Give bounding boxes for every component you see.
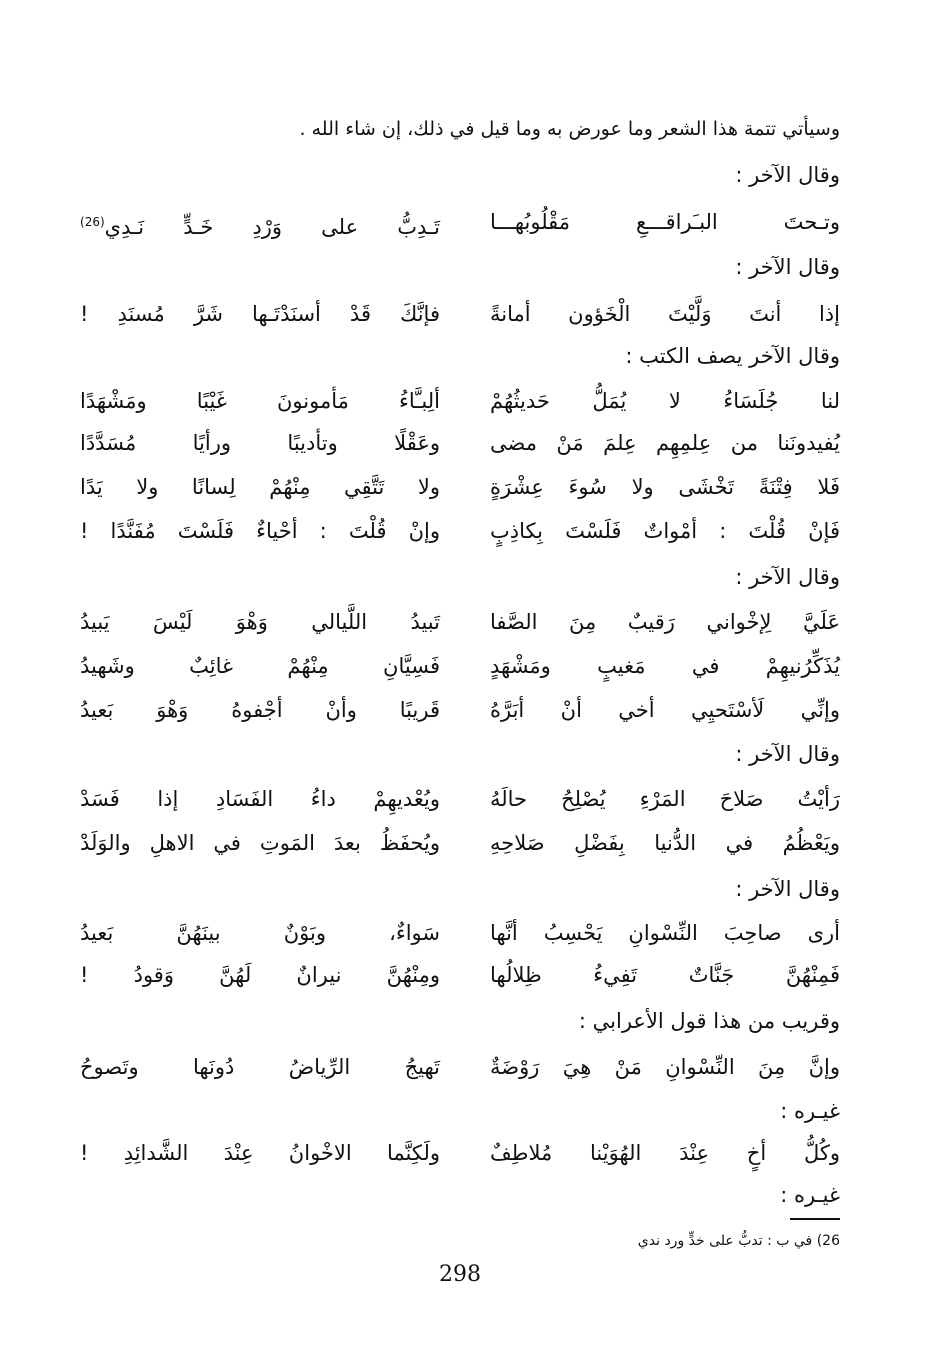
footnote: 26) في ب : تدبُّ على خدٍّ ورد ندي bbox=[637, 1233, 840, 1249]
verse-13-first-hemistich: فَمِنْهُنَّ جَنَّاتٌ تَفِيءُ ظِلالُها bbox=[490, 963, 840, 987]
verse-7-first-hemistich: عَلَيَّ لِإخْواني رَقيبٌ مِنَ الصَّفا bbox=[490, 610, 840, 634]
verse-11-first-hemistich: ويَعْظُمُ في الدُّنيا بِفَضْلِ صَلاحِهِ bbox=[490, 831, 840, 855]
verse-10 bbox=[80, 780, 840, 818]
heading-said-books: وقال الآخر يصف الكتب : bbox=[625, 344, 840, 368]
footnote-reference: (26) bbox=[80, 215, 105, 229]
verse-2-first-hemistich: إذا أنتَ وَلَّيْتَ الْخَؤون أمانةً bbox=[490, 302, 840, 326]
verse-1-second-hemistich bbox=[80, 203, 440, 246]
verse-4 bbox=[80, 424, 840, 462]
verse-2 bbox=[80, 295, 840, 333]
verse-11-second-hemistich: ويُحفَظُ بعدَ المَوتِ في الاهلِ والوَلَدْ bbox=[80, 831, 440, 855]
verse-1 bbox=[80, 203, 840, 241]
verse-10-first-hemistich: رَأيْتُ صَلاحَ المَرْءِ يُصْلِحُ حالَهُ bbox=[490, 787, 840, 811]
verse-8 bbox=[80, 647, 840, 685]
verse-6-second-hemistich: وإنْ قُلْتَ : أحْياءٌ فَلَسْتَ مُفَنَّدًا ! bbox=[80, 519, 440, 543]
verse-15 bbox=[80, 1134, 840, 1172]
verse-1-second-text: تَـدِبُّ على وَرْدِ خَـدٍّ نَـدِي bbox=[104, 215, 440, 239]
verse-7 bbox=[80, 603, 840, 641]
page-number: 298 bbox=[439, 1262, 481, 1287]
heading-said-other-2: وقال الآخر : bbox=[735, 255, 840, 279]
heading-said-other-4: وقال الآخر : bbox=[735, 742, 840, 766]
verse-3 bbox=[80, 382, 840, 420]
verse-3-first-hemistich: لنا جُلَسَاءُ لا يُمَلُّ حَديثُهُمْ bbox=[490, 389, 840, 413]
verse-6 bbox=[80, 512, 840, 550]
verse-10-second-hemistich: ويُعْديهِمْ داءُ الفَسَادِ إذا فَسَدْ bbox=[80, 787, 440, 811]
verse-12-first-hemistich: أرى صاحِبَ النِّسْوانِ يَحْسِبُ أنَّها bbox=[490, 921, 840, 945]
verse-5 bbox=[80, 468, 840, 506]
verse-4-first-hemistich: يُفيدونَنا من عِلمِهِم عِلمَ مَنْ مضى bbox=[490, 431, 840, 455]
verse-9-first-hemistich: وإنِّي لَأسْتَحيِي أخي أنْ أبَرَّهُ bbox=[490, 698, 840, 722]
verse-12 bbox=[80, 914, 840, 952]
intro-line: وسيأتي تتمة هذا الشعر وما عورض به وما قيل في ذلك، إن شاء الله . bbox=[299, 118, 840, 140]
verse-13 bbox=[80, 956, 840, 994]
verse-7-second-hemistich: تَبيدُ اللَّيالي وَهْوَ لَيْسَ يَبيدُ bbox=[80, 610, 440, 634]
verse-1-first-hemistich: وتـحتَ البـَراقـــعِ مَقْلُوبُهـــا bbox=[490, 210, 840, 234]
verse-11 bbox=[80, 824, 840, 862]
verse-15-first-hemistich: وكُلُّ أخٍ عِنْدَ الهُوَيْنا مُلاطِفٌ bbox=[490, 1141, 840, 1165]
verse-3-second-hemistich: ألِبـَّاءُ مَأمونونَ غَيْبًا ومَشْهَدًا bbox=[80, 389, 440, 413]
document-page bbox=[80, 100, 840, 1330]
verse-8-second-hemistich: فَسِيَّانِ مِنْهُمْ غائِبٌ وشَهيدُ bbox=[80, 654, 440, 678]
verse-5-second-hemistich: ولا تَتَّقِي مِنْهُمْ لِسانًا ولا يَدًا bbox=[80, 475, 440, 499]
verse-8-first-hemistich: يُذَكِّرُنيهِمْ في مَغيبٍ ومَشْهَدٍ bbox=[490, 654, 840, 678]
footnote-rule bbox=[790, 1218, 840, 1220]
heading-said-other-5: وقال الآخر : bbox=[735, 877, 840, 901]
verse-9 bbox=[80, 691, 840, 729]
verse-12-second-hemistich: سَواءٌ، وبَوْنٌ بينَهُنَّ بَعيدُ bbox=[80, 921, 440, 945]
verse-4-second-hemistich: وعَقْلًا وتأديبًا ورأيًا مُسَدَّدًا bbox=[80, 431, 440, 455]
heading-other-2: غيـره : bbox=[780, 1183, 840, 1207]
verse-2-second-hemistich: فإنَّكَ قَدْ أسنَدْتَـها شَرَّ مُسنَدِ ! bbox=[80, 302, 440, 326]
verse-9-second-hemistich: قَريبًا وأنْ أجْفوهُ وَهْوَ بَعيدُ bbox=[80, 698, 440, 722]
heading-other-1: غيـره : bbox=[780, 1099, 840, 1123]
verse-14-first-hemistich: وإنَّ مِنَ النِّسْوانِ مَنْ هِيَ رَوْضَةٌ bbox=[490, 1055, 840, 1079]
heading-said-other-3: وقال الآخر : bbox=[735, 565, 840, 589]
verse-5-first-hemistich: فَلا فِتْنَةً تَخْشَى ولا سُوءَ عِشْرَةٍ bbox=[490, 475, 840, 499]
heading-close-to: وقريب من هذا قول الأعرابي : bbox=[578, 1009, 840, 1033]
verse-14 bbox=[80, 1048, 840, 1086]
verse-14-second-hemistich: تَهيجُ الرِّياضُ دُونَها وتَصوحُ bbox=[80, 1055, 440, 1079]
verse-6-first-hemistich: فَإنْ قُلْتَ : أمْواتٌ فَلَسْتَ بِكاذِبٍ bbox=[490, 519, 840, 543]
verse-15-second-hemistich: ولَكِنَّما الاخْوانُ عِنْدَ الشَّدائِدِ ! bbox=[80, 1141, 440, 1165]
verse-13-second-hemistich: ومِنْهُنَّ نيرانٌ لَهُنَّ وَقودُ ! bbox=[80, 963, 440, 987]
heading-said-other: وقال الآخر : bbox=[735, 163, 840, 187]
